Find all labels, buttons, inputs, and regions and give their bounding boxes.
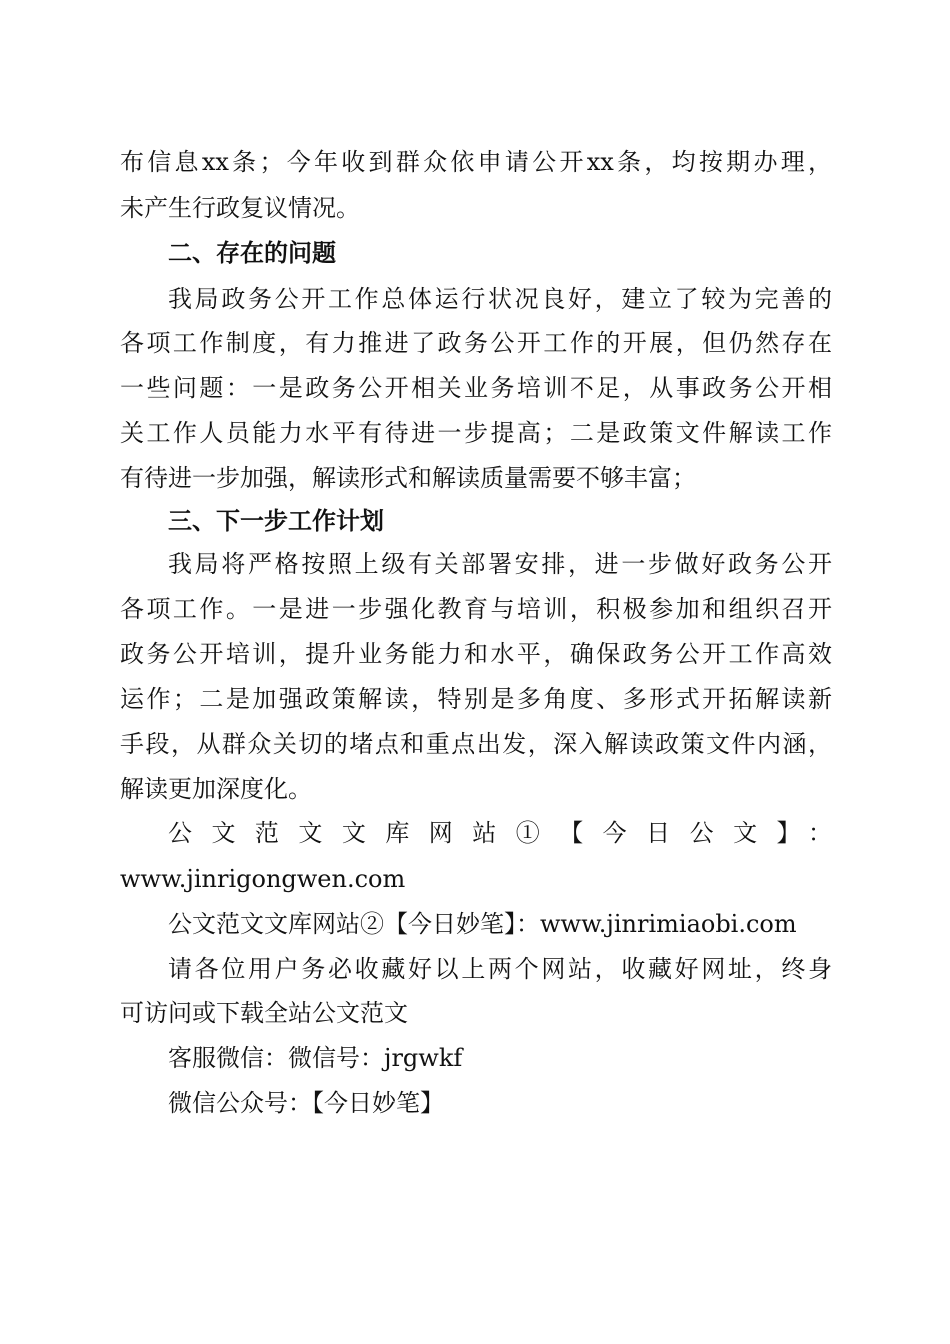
section-2-heading: 二、存在的问题: [168, 239, 336, 267]
site-2-line[interactable]: 公文范文文库网站②【今日妙笔】：www.jinrimiaobi.com: [168, 910, 797, 938]
section-2-line-3: 一些问题：一是政务公开相关业务培训不足，从事政务公开相: [120, 374, 832, 402]
section-3-line-1: 我局将严格按照上级有关部署安排，进一步做好政务公开: [168, 550, 832, 578]
wechat-service-line: 客服微信：微信号：jrgwkf: [168, 1044, 463, 1072]
wechat-public-line: 微信公众号：【今日妙笔】: [168, 1089, 444, 1117]
section-3-line-4: 运作；二是加强政策解读，特别是多角度、多形式开拓解读新: [120, 685, 832, 713]
section-2-line-4: 关工作人员能力水平有待进一步提高；二是政策文件解读工作: [120, 419, 832, 447]
site-1-label: 公文范文文库网站①【今日公文】：: [168, 819, 832, 847]
notice-line-1: 请各位用户务必收藏好以上两个网站，收藏好网址，终身: [168, 955, 832, 983]
notice-line-2: 可访问或下载全站公文范文: [120, 999, 408, 1027]
section-2-line-1: 我局政务公开工作总体运行状况良好，建立了较为完善的: [168, 285, 832, 313]
site-1-url[interactable]: www.jinrigongwen.com: [120, 865, 406, 893]
section-3-line-6: 解读更加深度化。: [120, 775, 312, 803]
section-3-line-5: 手段，从群众关切的堵点和重点出发，深入解读政策文件内涵，: [120, 730, 832, 758]
section-2-line-5: 有待进一步加强，解读形式和解读质量需要不够丰富；: [120, 464, 696, 492]
section-3-line-3: 政务公开培训，提升业务能力和水平，确保政务公开工作高效: [120, 640, 832, 668]
section-3-heading: 三、下一步工作计划: [168, 507, 384, 535]
section-3-line-2: 各项工作。一是进一步强化教育与培训，积极参加和组织召开: [120, 595, 832, 623]
section-2-line-2: 各项工作制度，有力推进了政务公开工作的开展，但仍然存在: [120, 329, 832, 357]
intro-line-1: 布信息xx条；今年收到群众依申请公开xx条，均按期办理，: [120, 148, 832, 176]
intro-line-2: 未产生行政复议情况。: [120, 194, 360, 222]
